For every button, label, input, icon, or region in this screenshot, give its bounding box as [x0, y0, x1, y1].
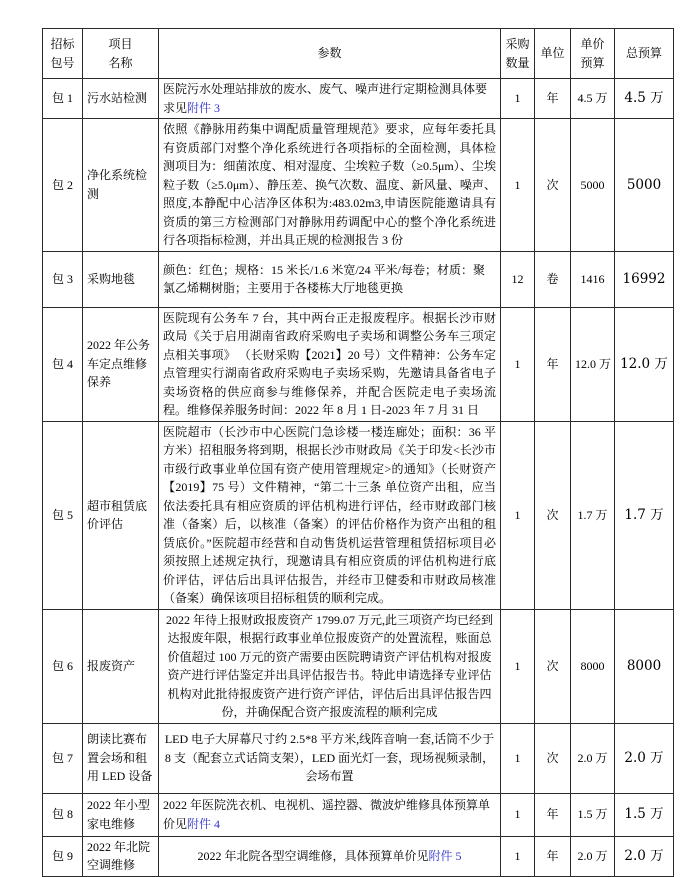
- table-row: [43, 609, 674, 723]
- cell-unit-price: 2.0 万: [571, 836, 615, 876]
- params-text: 2022 年医院洗衣机、电视机、遥控器、微波炉维修具体预算单价见: [163, 798, 491, 831]
- cell-package-no: 包 1: [43, 79, 83, 119]
- cell-package-no: 包 2: [43, 119, 83, 252]
- cell-total-budget: 1.5 万: [615, 793, 674, 836]
- col-header-line: 招标: [50, 37, 75, 51]
- cell-unit: 年: [535, 307, 571, 421]
- cell-package-no: 包 8: [43, 793, 83, 836]
- table-row: [43, 79, 674, 119]
- cell-unit: 年: [535, 79, 571, 119]
- cell-package-no: 包 5: [43, 421, 83, 609]
- cell-params: [159, 307, 501, 421]
- cell-unit: 次: [535, 609, 571, 723]
- cell-quantity: 1: [501, 836, 535, 876]
- col-header-unit: [535, 29, 571, 79]
- attachment-link[interactable]: 附件 4: [187, 816, 221, 831]
- attachment-link[interactable]: 附件 5: [428, 848, 462, 863]
- cell-project-name: 采购地毯: [83, 251, 159, 307]
- col-header-line: 总预算: [625, 46, 662, 61]
- params-text: 医院污水处理站排放的废水、废气、噪声进行定期检测具体要求见: [163, 82, 488, 115]
- col-header-line: 单位: [540, 46, 565, 61]
- cell-params: [159, 609, 501, 723]
- cell-quantity: 1: [501, 723, 535, 793]
- cell-params: [159, 251, 501, 307]
- params-text: 颜色：红色；规格：15 米长/1.6 米宽/24 平米/每卷；材质：聚氯乙烯糊树脂；主要用于各楼栋大厅地毯更换: [163, 262, 486, 295]
- cell-project-name: 污水站检测: [83, 79, 159, 119]
- col-header-line: 单价: [580, 37, 605, 51]
- cell-package-no: 包 7: [43, 723, 83, 793]
- cell-quantity: 1: [501, 793, 535, 836]
- col-header-line: 名称: [108, 55, 133, 70]
- cell-quantity: 1: [501, 119, 535, 252]
- table-row: [43, 723, 674, 793]
- col-header-pkg: [43, 29, 83, 79]
- cell-unit-price: 2.0 万: [571, 723, 615, 793]
- cell-unit: 卷: [535, 251, 571, 307]
- col-header-params: [159, 29, 501, 79]
- cell-quantity: 1: [501, 421, 535, 609]
- table-header: [43, 29, 674, 79]
- cell-project-name: 净化系统检测: [83, 119, 159, 252]
- cell-project-name: 2022 年北院空调维修: [83, 836, 159, 876]
- cell-package-no: 包 6: [43, 609, 83, 723]
- cell-total-budget: 12.0 万: [615, 307, 674, 421]
- cell-unit-price: 1416: [571, 251, 615, 307]
- table-row: [43, 793, 674, 836]
- params-text: 医院超市（长沙市中心医院门急诊楼一楼连廊处；面积：36 平方米）招租服务将到期，根据长沙市财政局《关于印发<长沙市市级行政事业单位国有资产使用管理规定>的通知》（长财资产【2019】75 号）文件精神，“第二十三条 单位资产出租，应当依法委托具有相应资质的评估机构进行评估，经市财政部门核准（备案）后，以核准（备案）的评估价格作为资产出租的租赁底价。”医院超市经营和自动售货机运营管理租赁招标项目必须按照上述规定执行，现邀请具有相应资质的评估机构进行底价评估，评估后出具评估报告，并经市卫健委和市财政局核准（备案）确保该项目招标租赁的顺利完成。: [163, 424, 496, 605]
- cell-total-budget: 5000: [615, 119, 674, 252]
- cell-quantity: 1: [501, 609, 535, 723]
- col-header-name: [83, 29, 159, 79]
- cell-package-no: 包 4: [43, 307, 83, 421]
- params-text: 2022 年待上报财政报废资产 1799.07 万元,此三项资产均已经到达报废年限，根据行政事业单位报废资产的处置流程，账面总价值超过 100 万元的资产需要由医院聘请资产评估机构对报废资产进行评估鉴定并出具评估报告书。特此申请选择专业评估机构对此批待报废资产进行资产评估，评估后出具评估报告四份，并确保配合资产报废流程的顺利完成: [165, 612, 493, 719]
- cell-params: [159, 793, 501, 836]
- col-header-line: 数量: [505, 55, 530, 70]
- cell-project-name: 超市租赁底价评估: [83, 421, 159, 609]
- cell-unit-price: 5000: [571, 119, 615, 252]
- cell-package-no: 包 9: [43, 836, 83, 876]
- cell-unit-price: 1.7 万: [571, 421, 615, 609]
- col-header-total: [615, 29, 674, 79]
- table-body: [43, 79, 674, 877]
- cell-total-budget: 2.0 万: [615, 836, 674, 876]
- cell-total-budget: 1.7 万: [615, 421, 674, 609]
- table-row: [43, 251, 674, 307]
- header-row: [43, 29, 674, 79]
- cell-params: [159, 421, 501, 609]
- cell-project-name: 2022 年小型家电维修: [83, 793, 159, 836]
- attachment-link[interactable]: 附件 3: [187, 100, 221, 115]
- table-row: [43, 307, 674, 421]
- cell-total-budget: 4.5 万: [615, 79, 674, 119]
- cell-unit: 次: [535, 119, 571, 252]
- cell-quantity: 12: [501, 251, 535, 307]
- col-header-line: 项目: [108, 37, 133, 51]
- col-header-line: 包号: [50, 55, 75, 70]
- table-row: [43, 119, 674, 252]
- cell-params: [159, 79, 501, 119]
- cell-unit-price: 1.5 万: [571, 793, 615, 836]
- cell-params: [159, 119, 501, 252]
- params-text: 2022 年北院各型空调维修，具体预算单价见: [197, 848, 429, 863]
- cell-unit-price: 12.0 万: [571, 307, 615, 421]
- cell-unit: 次: [535, 723, 571, 793]
- cell-project-name: 朗读比赛布置会场和租用 LED 设备: [83, 723, 159, 793]
- cell-total-budget: 2.0 万: [615, 723, 674, 793]
- cell-unit: 次: [535, 421, 571, 609]
- cell-unit: 年: [535, 793, 571, 836]
- params-text: LED 电子大屏幕尺寸约 2.5*8 平方米,线阵音响一套,话筒不少于 8 支（配套立式话筒支架），LED 面光灯一套，现场视频录制，会场布置: [164, 732, 495, 784]
- col-header-line: 预算: [580, 55, 605, 70]
- cell-total-budget: 16992: [615, 251, 674, 307]
- cell-package-no: 包 3: [43, 251, 83, 307]
- cell-project-name: 报废资产: [83, 609, 159, 723]
- cell-project-name: 2022 年公务车定点维修保养: [83, 307, 159, 421]
- cell-quantity: 1: [501, 79, 535, 119]
- cell-params: [159, 836, 501, 876]
- col-header-qty: [501, 29, 535, 79]
- params-text: 医院现有公务车 7 台，其中两台正走报废程序。根据长沙市财政局《关于启用湖南省政府采购电子卖场和调整公务车三项定点相关事项》 （长财采购【2021】20 号）文件精神：公务车定点管理实行湖南省政府采购电子卖场采购，先邀请具备省电子卖场资格的供应商参与维修保养，并配合医院走电子卖场流程。维修保养服务时间：2022 年 8 月 1 日-2023 年 7 月 31 日: [163, 310, 496, 417]
- cell-unit-price: 4.5 万: [571, 79, 615, 119]
- cell-total-budget: 8000: [615, 609, 674, 723]
- table-row: [43, 836, 674, 876]
- cell-quantity: 1: [501, 307, 535, 421]
- cell-unit-price: 8000: [571, 609, 615, 723]
- table-row: [43, 421, 674, 609]
- cell-params: [159, 723, 501, 793]
- col-header-line: 参数: [317, 46, 342, 61]
- params-text: 依照《静脉用药集中调配质量管理规范》要求，应每年委托具有资质部门对整个净化系统进行各项指标的全面检测，具体检测项目为：细菌浓度、相对湿度、尘埃粒子数（≥0.5μm）、尘埃粒子数（≥5.0μm）、静压差、换气次数、温度、新风量、噪声、照度,本静配中心洁净区体积为:483.02m3,申请医院能邀请具有资质的第三方检测部门对静脉用药调配中心的整个净化系统进行各项指标检测，并出具正规的检测报告 3 份: [163, 122, 496, 247]
- col-header-price: [571, 29, 615, 79]
- procurement-table: [42, 28, 674, 877]
- cell-unit: 年: [535, 836, 571, 876]
- col-header-line: 采购: [505, 37, 530, 51]
